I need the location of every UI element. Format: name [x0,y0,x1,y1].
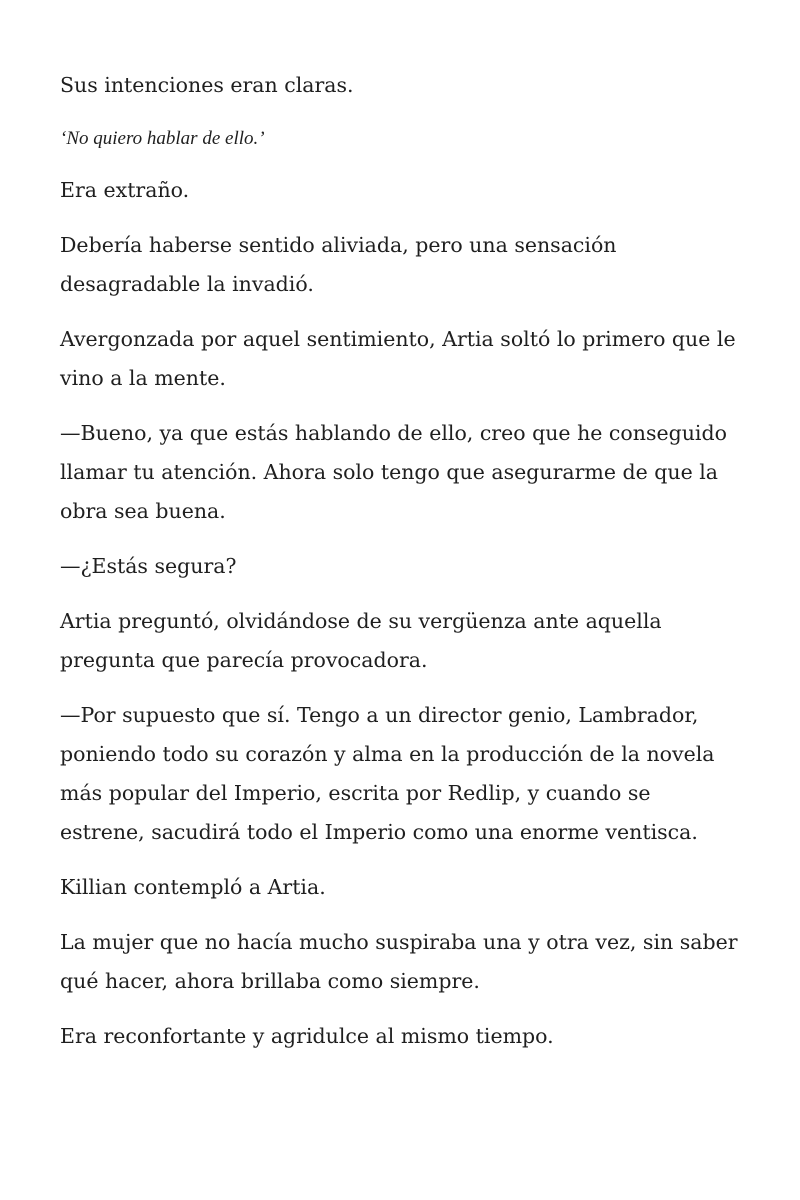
paragraph-10: Killian contempló a Artia. [60,875,326,899]
document-page [60,66,740,1072]
paragraph-1: Sus intenciones eran claras. [60,73,354,97]
paragraph-7-dialogue: —¿Estás segura? [60,554,237,578]
paragraph-9-dialogue: —Por supuesto que sí. Tengo a un director genio, Lambrador, poniendo todo su corazón y alma en la producción de la novela más popular del Imperio, escrita por Redlip, y cuando se estrene, sacudirá todo el Imperio como una enorme ventisca. [60,703,715,844]
paragraph-3: Era extraño. [60,178,190,202]
paragraph-11: La mujer que no hacía mucho suspiraba una y otra vez, sin saber qué hacer, ahora brillaba como siempre. [60,930,738,993]
paragraph-12: Era reconfortante y agridulce al mismo tiempo. [60,1024,554,1048]
paragraph-4: Debería haberse sentido aliviada, pero una sensación desagradable la invadió. [60,233,617,296]
paragraph-2-thought: ‘No quiero hablar de ello.’ [60,128,265,149]
paragraph-6-dialogue: —Bueno, ya que estás hablando de ello, creo que he conseguido llamar tu atención. Ahora solo tengo que asegurarme de que la obra sea buena. [60,421,727,523]
paragraph-8: Artia preguntó, olvidándose de su vergüenza ante aquella pregunta que parecía provocadora. [60,609,662,672]
paragraph-5: Avergonzada por aquel sentimiento, Artia soltó lo primero que le vino a la mente. [60,327,736,390]
